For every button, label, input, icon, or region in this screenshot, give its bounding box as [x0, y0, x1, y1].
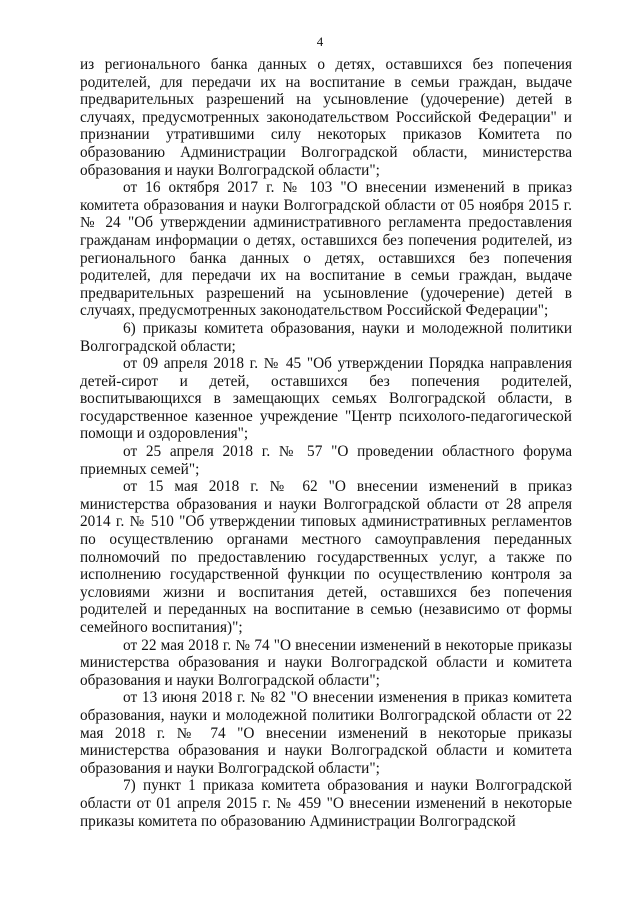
paragraph: от 16 октября 2017 г. № 103 "О внесении изменений в приказ комитета образования и науки Волгоградской области от 05 ноября 2015 г. № 24 "Об утверждении административного регламента предоставления гражданам информации о детях, оставшихся без попечения родителей, из регионального банка данных о детях, оставшихся без попечения родителей, для передачи их на воспитание в семьи граждан, выдаче предварительных разрешений на усыновление (удочерение) детей в случаях, предусмотренных законодательством Российской Федерации"; [80, 179, 572, 320]
paragraph: 6) приказы комитета образования, науки и молодежной политики Волгоградской области; [80, 319, 572, 355]
paragraph: от 15 мая 2018 г. № 62 "О внесении изменений в приказ министерства образования и науки Волгоградской области от 28 апреля 2014 г. № 510 "Об утверждении типовых административных регламентов по осуществлению органами местного самоуправления переданных полномочий по предоставлению государственных услуг, а также по исполнению государственной функции по осуществлению контроля за условиями жизни и воспитания детей, оставшихся без попечения родителей и переданных на воспитание в семью (независимо от формы семейного воспитания)"; [80, 478, 572, 636]
paragraph: из регионального банка данных о детях, оставшихся без попечения родителей, для передачи их на воспитание в семьи граждан, выдаче предварительных разрешений на усыновление (удочерение) детей в случаях, предусмотренных законодательством Российской Федерации" и признании утратившими силу некоторых приказов Комитета по образованию Администрации Волгоградской области, министерства образования и науки Волгоградской области"; [80, 56, 572, 179]
paragraph: от 25 апреля 2018 г. № 57 "О проведении областного форума приемных семей"; [80, 443, 572, 478]
paragraph: от 22 мая 2018 г. № 74 "О внесении изменений в некоторые приказы министерства образования и науки Волгоградской области и комитета образования и науки Волгоградской области"; [80, 636, 572, 689]
paragraph: 7) пункт 1 приказа комитета образования и науки Волгоградской области от 01 апреля 2015 г. № 459 "О внесении изменений в некоторые приказы комитета по образованию Администрации Волгоградской [80, 777, 572, 830]
paragraph: от 13 июня 2018 г. № 82 "О внесении изменения в приказ комитета образования, науки и молодежной политики Волгоградской области от 22 мая 2018 г. № 74 "О внесении изменений в некоторые приказы министерства образования и науки Волгоградской области и комитета образования и науки Волгоградской области"; [80, 689, 572, 777]
document-body [80, 56, 572, 830]
paragraph: от 09 апреля 2018 г. № 45 "Об утверждении Порядка направления детей-сирот и детей, оставшихся без попечения родителей, воспитывающихся в замещающих семьях Волгоградской области, в государственное казенное учреждение "Центр психолого-педагогической помощи и оздоровления"; [80, 355, 572, 443]
page-number: 4 [316, 34, 324, 49]
